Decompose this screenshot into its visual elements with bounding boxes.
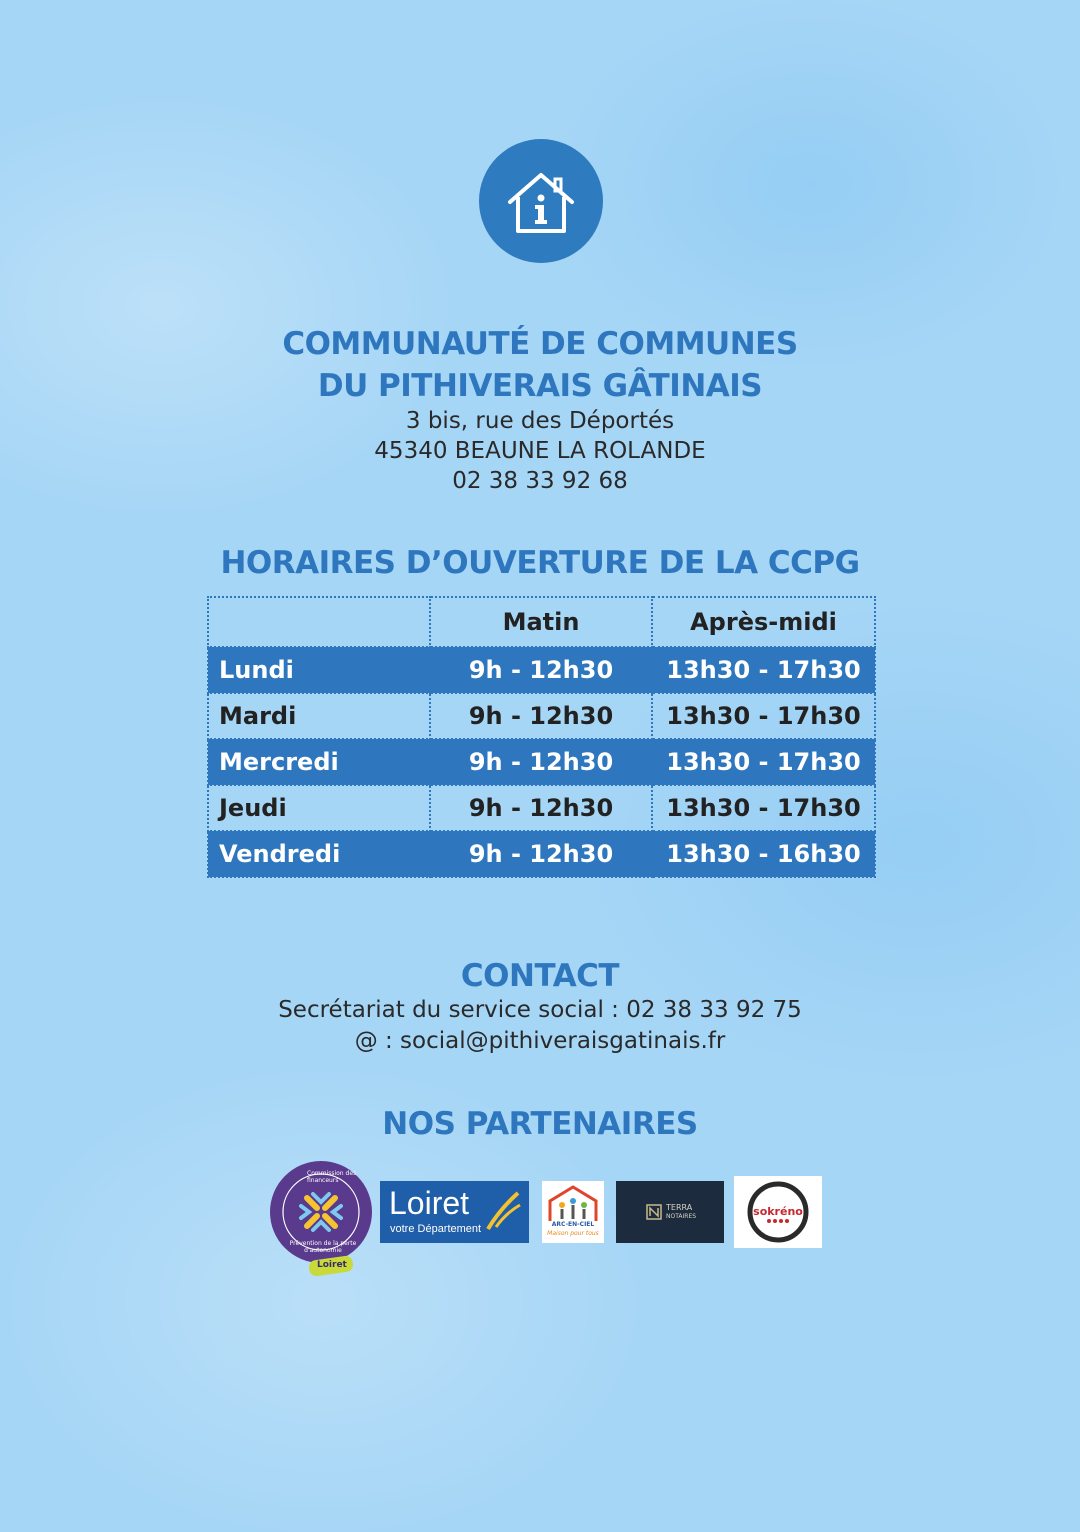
partners-title: NOS PARTENAIRES xyxy=(382,1106,698,1142)
table-row xyxy=(208,831,875,877)
commission-financeurs-logo xyxy=(267,1160,375,1278)
morning-cell: 9h - 12h30 xyxy=(430,785,652,831)
morning-cell: 9h - 12h30 xyxy=(430,647,652,693)
arc-en-ciel-logo xyxy=(542,1181,604,1243)
terra-name: TERRA xyxy=(666,1203,693,1212)
org-title-line1: COMMUNAUTÉ DE COMMUNES xyxy=(282,326,798,362)
loiret-name: Loiret xyxy=(389,1185,470,1221)
afternoon-cell: 13h30 - 17h30 xyxy=(652,647,875,693)
day-cell: Lundi xyxy=(208,647,430,693)
sokreno-logo xyxy=(734,1176,822,1248)
contact-email-line: @ : social@pithiveraisgatinais.fr xyxy=(354,1028,726,1054)
org-phone: 02 38 33 92 68 xyxy=(452,468,628,494)
contact-phone-line: Secrétariat du service social : 02 38 33 92 75 xyxy=(278,997,802,1023)
arc-en-ciel-tagline: Maison pour tous xyxy=(547,1230,599,1237)
address-city: 45340 BEAUNE LA ROLANDE xyxy=(374,438,706,464)
morning-cell: 9h - 12h30 xyxy=(430,831,652,877)
day-cell: Mardi xyxy=(208,693,430,739)
table-row xyxy=(208,785,875,831)
afternoon-cell: 13h30 - 17h30 xyxy=(652,739,875,785)
afternoon-cell: 13h30 - 17h30 xyxy=(652,785,875,831)
terra-sub: NOTAIRES xyxy=(666,1213,697,1220)
contact-title: CONTACT xyxy=(460,958,620,994)
day-cell: Jeudi xyxy=(208,785,430,831)
morning-cell: 9h - 12h30 xyxy=(430,739,652,785)
afternoon-cell: 13h30 - 16h30 xyxy=(652,831,875,877)
table-row xyxy=(208,647,875,693)
hours-table xyxy=(207,596,876,878)
hours-header-afternoon: Après-midi xyxy=(652,597,875,647)
hours-header-morning: Matin xyxy=(430,597,652,647)
table-row xyxy=(208,693,875,739)
sokreno-name: sokréno xyxy=(753,1205,803,1218)
loiret-logo xyxy=(380,1181,529,1243)
afternoon-cell: 13h30 - 17h30 xyxy=(652,693,875,739)
hours-header-empty xyxy=(208,597,430,647)
terra-notaires-logo xyxy=(616,1181,724,1243)
org-title-line2: DU PITHIVERAIS GÂTINAIS xyxy=(317,368,763,404)
house-info-icon xyxy=(479,139,603,263)
day-cell: Mercredi xyxy=(208,739,430,785)
commission-top-text: Commission des financeurs xyxy=(307,1170,357,1184)
arc-en-ciel-name: ARC-EN-CIEL xyxy=(551,1221,595,1228)
table-row xyxy=(208,739,875,785)
morning-cell: 9h - 12h30 xyxy=(430,693,652,739)
commission-side-text: Prévention de la perte d'autonomie xyxy=(289,1240,357,1254)
hours-title: HORAIRES D’OUVERTURE DE LA CCPG xyxy=(220,545,860,581)
loiret-tagline: votre Département xyxy=(390,1223,482,1235)
house-family-icon xyxy=(542,1181,604,1225)
commission-badge: Loiret xyxy=(317,1260,347,1270)
day-cell: Vendredi xyxy=(208,831,430,877)
wheat-icon xyxy=(482,1189,524,1233)
address-street: 3 bis, rue des Déportés xyxy=(405,408,675,434)
hours-header-row xyxy=(208,597,875,647)
terra-emblem-icon xyxy=(646,1204,662,1220)
